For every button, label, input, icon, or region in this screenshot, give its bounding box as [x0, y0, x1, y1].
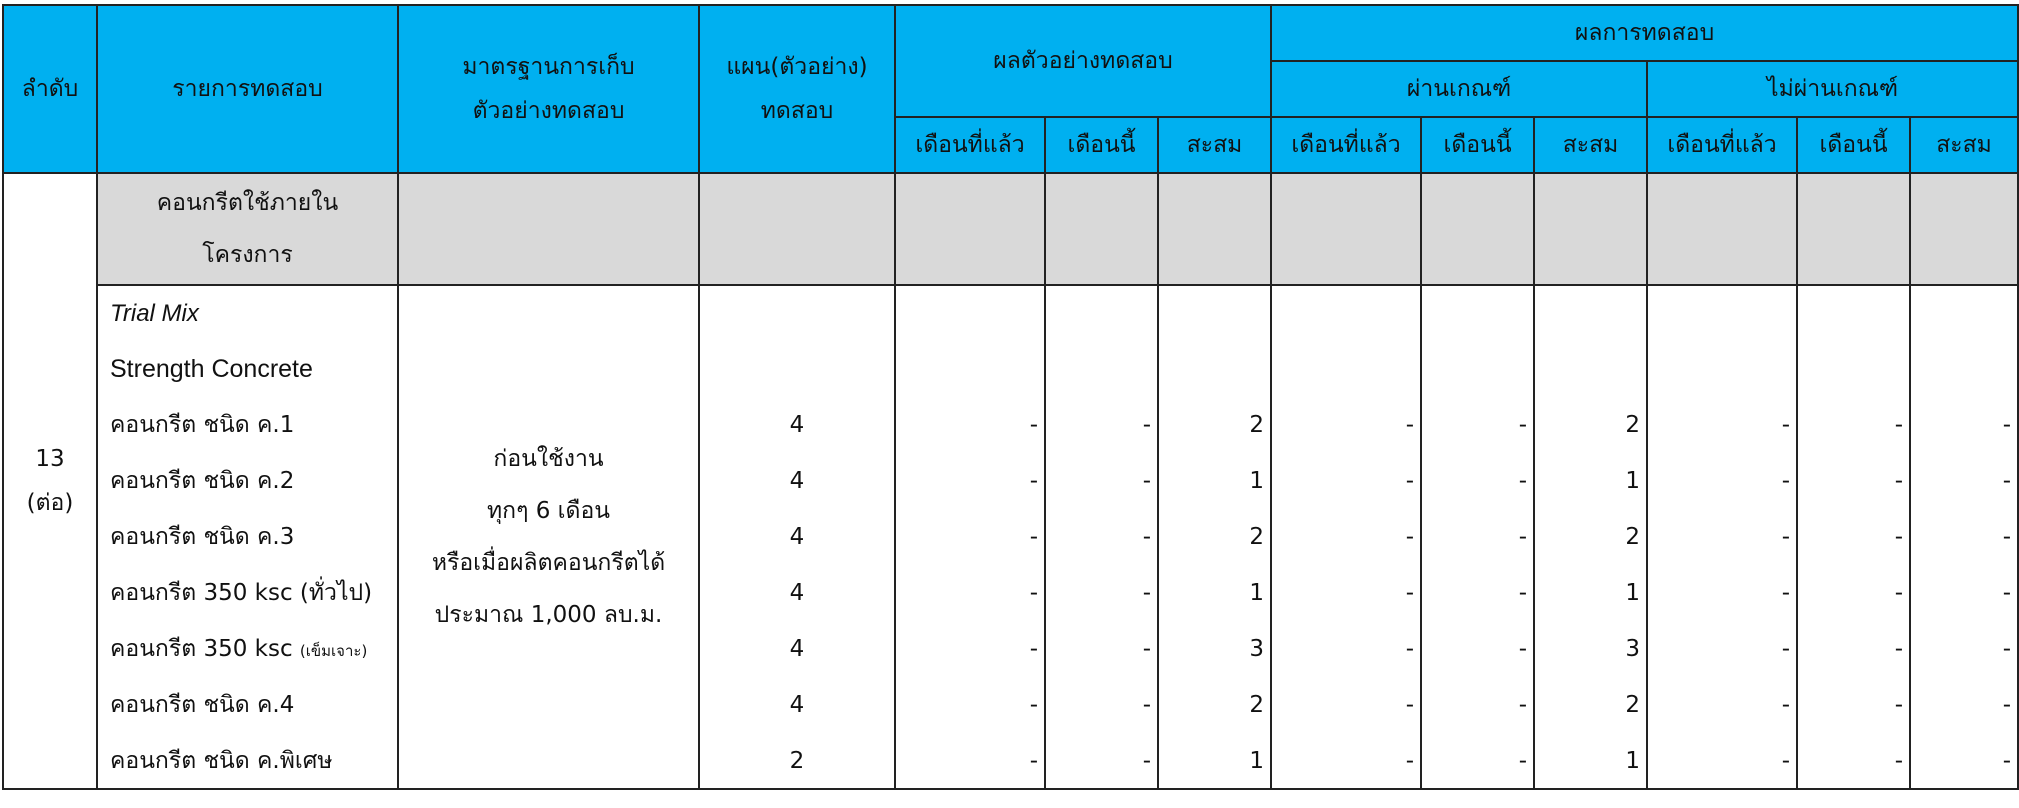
row-failed-last-month: - [1647, 621, 1797, 677]
section-subtitle-row [3, 341, 2018, 397]
row-passed-cumulative: 1 [1534, 733, 1647, 789]
blank-cell [1045, 341, 1158, 397]
header-standard [398, 5, 699, 173]
table-row [3, 733, 2018, 789]
row-failed-last-month: - [1647, 453, 1797, 509]
group-row [3, 173, 2018, 285]
section-title-row [3, 285, 2018, 341]
group-cell [1910, 173, 2018, 285]
header-passed-last-month: เดือนที่แล้ว [1271, 117, 1421, 173]
blank-cell [699, 285, 895, 341]
row-sample-cumulative: 1 [1158, 453, 1271, 509]
header-passed-this-month: เดือนนี้ [1421, 117, 1534, 173]
row-passed-last-month: - [1271, 733, 1421, 789]
header-plan-line1: แผน(ตัวอย่าง) [726, 54, 868, 80]
blank-cell [1797, 341, 1910, 397]
row-failed-cumulative: - [1910, 453, 2018, 509]
blank-cell [1271, 285, 1421, 341]
row-sample-last-month: - [895, 677, 1045, 733]
row-failed-this-month: - [1797, 397, 1910, 453]
row-sample-cumulative: 2 [1158, 397, 1271, 453]
blank-cell [1158, 285, 1271, 341]
row-passed-last-month: - [1271, 565, 1421, 621]
header-standard-line1: มาตรฐานการเก็บ [462, 54, 635, 80]
row-failed-cumulative: - [1910, 509, 2018, 565]
row-sample-last-month: - [895, 397, 1045, 453]
row-passed-cumulative: 2 [1534, 397, 1647, 453]
row-passed-this-month: - [1421, 733, 1534, 789]
row-item-name: คอนกรีต ชนิด ค.พิเศษ [97, 733, 398, 789]
group-label-line1: คอนกรีตใช้ภายใน [156, 190, 339, 216]
row-failed-this-month: - [1797, 733, 1910, 789]
row-failed-last-month: - [1647, 733, 1797, 789]
row-passed-this-month: - [1421, 677, 1534, 733]
row-passed-this-month: - [1421, 509, 1534, 565]
header-test-results: ผลการทดสอบ [1271, 5, 2018, 61]
index-note: (ต่อ) [26, 490, 74, 516]
blank-cell [1910, 341, 2018, 397]
row-item-name [97, 621, 398, 677]
row-failed-this-month: - [1797, 565, 1910, 621]
group-cell [1271, 173, 1421, 285]
header-failed-cumulative: สะสม [1910, 117, 2018, 173]
row-passed-last-month: - [1271, 509, 1421, 565]
row-sample-this-month: - [1045, 397, 1158, 453]
header-failed-this-month: เดือนนี้ [1797, 117, 1910, 173]
row-item-name-main: คอนกรีต 350 ksc [110, 636, 300, 662]
header-sample-cumulative: สะสม [1158, 117, 1271, 173]
row-item-name: คอนกรีต ชนิด ค.3 [97, 509, 398, 565]
header-passed: ผ่านเกณฑ์ [1271, 61, 1647, 117]
blank-cell [1647, 341, 1797, 397]
header-sample-this-month: เดือนนี้ [1045, 117, 1158, 173]
row-sample-cumulative: 2 [1158, 509, 1271, 565]
standard-line4: ประมาณ 1,000 ลบ.ม. [434, 602, 663, 628]
row-passed-this-month: - [1421, 453, 1534, 509]
group-cell [1158, 173, 1271, 285]
blank-cell [1158, 341, 1271, 397]
group-cell [1534, 173, 1647, 285]
row-item-name: คอนกรีต ชนิด ค.1 [97, 397, 398, 453]
row-item-name: คอนกรีต 350 ksc (ทั่วไป) [97, 565, 398, 621]
row-sample-last-month: - [895, 565, 1045, 621]
table-header [3, 5, 2018, 173]
row-failed-last-month: - [1647, 565, 1797, 621]
standard-cell [398, 285, 699, 789]
group-label-line2: โครงการ [202, 242, 293, 268]
group-cell [1045, 173, 1158, 285]
row-sample-cumulative: 2 [1158, 677, 1271, 733]
section-title: Trial Mix [97, 285, 398, 341]
group-label [97, 173, 398, 285]
row-passed-this-month: - [1421, 621, 1534, 677]
row-failed-this-month: - [1797, 677, 1910, 733]
blank-cell [1534, 341, 1647, 397]
table-row [3, 509, 2018, 565]
test-results-table [2, 4, 2019, 790]
row-sample-this-month: - [1045, 733, 1158, 789]
header-sample-last-month: เดือนที่แล้ว [895, 117, 1045, 173]
row-item-name: คอนกรีต ชนิด ค.4 [97, 677, 398, 733]
standard-line2: ทุกๆ 6 เดือน [486, 498, 611, 524]
row-sample-this-month: - [1045, 509, 1158, 565]
header-failed: ไม่ผ่านเกณฑ์ [1647, 61, 2018, 117]
group-cell [895, 173, 1045, 285]
row-passed-cumulative: 1 [1534, 453, 1647, 509]
row-passed-this-month: - [1421, 565, 1534, 621]
group-cell [398, 173, 699, 285]
row-failed-cumulative: - [1910, 733, 2018, 789]
table-row [3, 397, 2018, 453]
row-passed-last-month: - [1271, 621, 1421, 677]
row-passed-last-month: - [1271, 677, 1421, 733]
row-failed-this-month: - [1797, 509, 1910, 565]
table-row [3, 453, 2018, 509]
row-failed-this-month: - [1797, 621, 1910, 677]
row-passed-this-month: - [1421, 397, 1534, 453]
table-row [3, 565, 2018, 621]
blank-cell [1421, 341, 1534, 397]
header-failed-last-month: เดือนที่แล้ว [1647, 117, 1797, 173]
row-item-name-suffix: (เข็มเจาะ) [299, 642, 368, 660]
row-sample-this-month: - [1045, 453, 1158, 509]
row-failed-cumulative: - [1910, 677, 2018, 733]
row-plan: 4 [699, 453, 895, 509]
index-number: 13 [35, 446, 65, 472]
table-body [3, 173, 2018, 789]
blank-cell [1271, 341, 1421, 397]
row-passed-last-month: - [1271, 397, 1421, 453]
row-sample-this-month: - [1045, 621, 1158, 677]
row-passed-cumulative: 3 [1534, 621, 1647, 677]
row-plan: 4 [699, 677, 895, 733]
blank-cell [895, 285, 1045, 341]
section-subtitle: Strength Concrete [97, 341, 398, 397]
row-plan: 4 [699, 397, 895, 453]
row-sample-this-month: - [1045, 677, 1158, 733]
blank-cell [1421, 285, 1534, 341]
row-failed-last-month: - [1647, 677, 1797, 733]
group-cell [1421, 173, 1534, 285]
row-failed-last-month: - [1647, 509, 1797, 565]
blank-cell [895, 341, 1045, 397]
row-passed-cumulative: 2 [1534, 509, 1647, 565]
row-sample-last-month: - [895, 453, 1045, 509]
standard-line3: หรือเมื่อผลิตคอนกรีตได้ [431, 550, 666, 576]
blank-cell [699, 341, 895, 397]
group-cell [1797, 173, 1910, 285]
header-sample-results: ผลตัวอย่างทดสอบ [895, 5, 1271, 117]
group-cell [699, 173, 895, 285]
index-cell [3, 173, 97, 789]
row-sample-last-month: - [895, 733, 1045, 789]
header-plan [699, 5, 895, 173]
row-failed-this-month: - [1797, 453, 1910, 509]
row-sample-cumulative: 1 [1158, 565, 1271, 621]
row-plan: 2 [699, 733, 895, 789]
row-failed-last-month: - [1647, 397, 1797, 453]
row-sample-last-month: - [895, 509, 1045, 565]
standard-line1: ก่อนใช้งาน [493, 446, 604, 472]
header-plan-line2: ทดสอบ [760, 98, 834, 124]
row-failed-cumulative: - [1910, 397, 2018, 453]
row-plan: 4 [699, 565, 895, 621]
header-index: ลำดับ [3, 5, 97, 173]
row-sample-cumulative: 3 [1158, 621, 1271, 677]
blank-cell [1910, 285, 2018, 341]
row-passed-cumulative: 2 [1534, 677, 1647, 733]
header-passed-cumulative: สะสม [1534, 117, 1647, 173]
header-test-item: รายการทดสอบ [97, 5, 398, 173]
group-cell [1647, 173, 1797, 285]
row-item-name: คอนกรีต ชนิด ค.2 [97, 453, 398, 509]
row-sample-this-month: - [1045, 565, 1158, 621]
blank-cell [1647, 285, 1797, 341]
table-row [3, 677, 2018, 733]
row-passed-cumulative: 1 [1534, 565, 1647, 621]
blank-cell [1534, 285, 1647, 341]
row-sample-last-month: - [895, 621, 1045, 677]
row-plan: 4 [699, 509, 895, 565]
row-failed-cumulative: - [1910, 621, 2018, 677]
row-plan: 4 [699, 621, 895, 677]
row-failed-cumulative: - [1910, 565, 2018, 621]
table-row [3, 621, 2018, 677]
header-standard-line2: ตัวอย่างทดสอบ [472, 98, 625, 124]
blank-cell [1797, 285, 1910, 341]
row-passed-last-month: - [1271, 453, 1421, 509]
row-sample-cumulative: 1 [1158, 733, 1271, 789]
blank-cell [1045, 285, 1158, 341]
